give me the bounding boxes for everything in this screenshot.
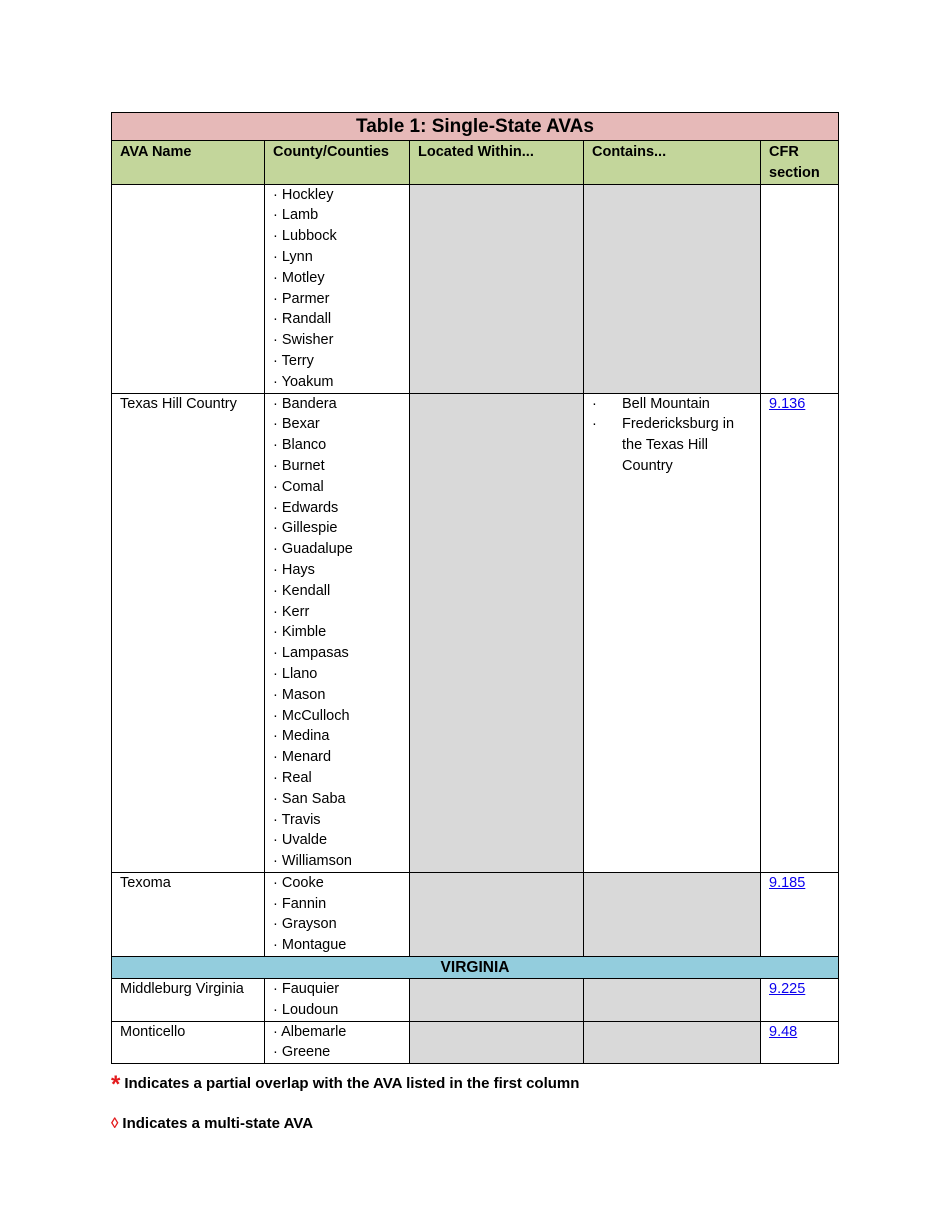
county-name: Albemarle bbox=[281, 1023, 347, 1040]
header-located-within: Located Within... bbox=[410, 141, 584, 185]
bullet-icon: · bbox=[273, 437, 278, 454]
table-row bbox=[112, 393, 839, 872]
cfr-section-link[interactable]: 9.225 bbox=[769, 981, 806, 998]
county-item bbox=[273, 247, 401, 268]
county-name: Randall bbox=[281, 311, 332, 328]
bullet-icon: · bbox=[273, 373, 278, 390]
county-name: Swisher bbox=[281, 332, 334, 349]
virginia-rows bbox=[112, 979, 839, 1064]
bullet-icon: · bbox=[273, 457, 278, 474]
bullet-icon: · bbox=[273, 645, 278, 662]
county-item bbox=[273, 372, 401, 393]
county-name: Gillespie bbox=[281, 520, 338, 537]
bullet-icon: · bbox=[273, 832, 278, 849]
ava-name-cell: Monticello bbox=[112, 1021, 265, 1064]
county-name: Fauquier bbox=[281, 981, 340, 998]
county-item bbox=[273, 768, 401, 789]
bullet-icon: · bbox=[273, 332, 278, 349]
table-row bbox=[112, 872, 839, 956]
bullet-icon: · bbox=[273, 1044, 278, 1061]
county-name: Lynn bbox=[281, 248, 313, 265]
cfr-section-cell bbox=[761, 184, 839, 393]
cfr-section-cell bbox=[761, 1021, 839, 1064]
bullet-icon: · bbox=[273, 937, 278, 954]
bullet-icon: · bbox=[273, 228, 278, 245]
county-name: Real bbox=[281, 769, 312, 786]
bullet-icon: · bbox=[273, 686, 278, 703]
bullet-icon: · bbox=[273, 395, 278, 412]
contains-cell bbox=[584, 1021, 761, 1064]
contained-ava-item bbox=[592, 394, 752, 415]
bullet-icon: · bbox=[273, 582, 278, 599]
county-item bbox=[273, 664, 401, 685]
legend-partial-text: Indicates a partial overlap with the AVA listed in the first column bbox=[124, 1075, 580, 1092]
county-name: Llano bbox=[281, 665, 318, 682]
county-name: Kendall bbox=[281, 582, 331, 599]
county-item bbox=[273, 1022, 401, 1043]
counties-cell bbox=[265, 184, 410, 393]
county-item bbox=[273, 539, 401, 560]
bullet-icon: · bbox=[273, 981, 278, 998]
county-item bbox=[273, 560, 401, 581]
county-name: Williamson bbox=[281, 853, 352, 870]
county-name: Mason bbox=[281, 686, 326, 703]
legend-multistate-text: Indicates a multi-state AVA bbox=[122, 1115, 314, 1132]
cfr-section-link[interactable]: 9.136 bbox=[769, 395, 806, 412]
counties-cell bbox=[265, 393, 410, 872]
county-item bbox=[273, 726, 401, 747]
table-row bbox=[112, 1021, 839, 1064]
county-item bbox=[273, 435, 401, 456]
county-name: Travis bbox=[281, 811, 321, 828]
cfr-section-link[interactable]: 9.185 bbox=[769, 874, 806, 891]
county-name: Edwards bbox=[281, 499, 339, 516]
counties-cell bbox=[265, 872, 410, 956]
county-name: Hays bbox=[281, 561, 315, 578]
bullet-icon: · bbox=[273, 749, 278, 766]
county-item bbox=[273, 456, 401, 477]
county-name: Blanco bbox=[281, 437, 327, 454]
table-title: Table 1: Single-State AVAs bbox=[112, 113, 839, 141]
county-item bbox=[273, 622, 401, 643]
county-item bbox=[273, 873, 401, 894]
located-within-cell bbox=[410, 979, 584, 1022]
county-name: Guadalupe bbox=[281, 541, 353, 558]
county-item bbox=[273, 914, 401, 935]
county-name: Medina bbox=[281, 728, 330, 745]
header-ava-name: AVA Name bbox=[112, 141, 265, 185]
contains-cell bbox=[584, 393, 761, 872]
county-item bbox=[273, 498, 401, 519]
county-name: Loudoun bbox=[281, 1001, 339, 1018]
county-name: Terry bbox=[281, 352, 314, 369]
header-cfr-section: CFR section bbox=[761, 141, 839, 185]
county-item bbox=[273, 747, 401, 768]
bullet-icon: · bbox=[273, 186, 278, 203]
county-name: Grayson bbox=[281, 916, 337, 933]
county-item bbox=[273, 394, 401, 415]
county-name: Bexar bbox=[281, 416, 320, 433]
county-item bbox=[273, 185, 401, 206]
contained-ava-item bbox=[592, 414, 752, 476]
bullet-icon: · bbox=[273, 499, 278, 516]
county-item bbox=[273, 268, 401, 289]
county-item bbox=[273, 643, 401, 664]
cfr-section-link[interactable]: 9.48 bbox=[769, 1023, 798, 1040]
located-within-cell bbox=[410, 872, 584, 956]
county-item bbox=[273, 935, 401, 956]
county-item bbox=[273, 351, 401, 372]
bullet-icon: · bbox=[273, 1001, 278, 1018]
located-within-cell bbox=[410, 184, 584, 393]
bullet-icon: · bbox=[273, 769, 278, 786]
county-item bbox=[273, 477, 401, 498]
diamond-icon: ◊ bbox=[111, 1115, 119, 1132]
county-name: Hockley bbox=[281, 186, 334, 203]
county-item bbox=[273, 851, 401, 872]
cfr-section-cell bbox=[761, 393, 839, 872]
contained-ava-name: Bell Mountain bbox=[622, 395, 710, 412]
header-counties: County/Counties bbox=[265, 141, 410, 185]
bullet-icon: · bbox=[273, 311, 278, 328]
bullet-icon: · bbox=[592, 416, 597, 433]
county-name: Comal bbox=[281, 478, 324, 495]
located-within-cell bbox=[410, 1021, 584, 1064]
ava-name-cell bbox=[112, 184, 265, 393]
county-item bbox=[273, 1000, 401, 1021]
county-item bbox=[273, 309, 401, 330]
county-item bbox=[273, 330, 401, 351]
county-item bbox=[273, 414, 401, 435]
county-name: Motley bbox=[281, 269, 325, 286]
county-item bbox=[273, 518, 401, 539]
county-name: Uvalde bbox=[281, 832, 328, 849]
contains-cell bbox=[584, 979, 761, 1022]
county-name: Kerr bbox=[281, 603, 310, 620]
bullet-icon: · bbox=[273, 561, 278, 578]
bullet-icon: · bbox=[273, 624, 278, 641]
county-item bbox=[273, 1042, 401, 1063]
county-item bbox=[273, 685, 401, 706]
county-name: Cooke bbox=[281, 874, 324, 891]
county-item bbox=[273, 979, 401, 1000]
bullet-icon: · bbox=[273, 707, 278, 724]
asterisk-icon: * bbox=[111, 1071, 121, 1098]
county-name: San Saba bbox=[281, 790, 346, 807]
county-name: McCulloch bbox=[281, 707, 350, 724]
bullet-icon: · bbox=[273, 520, 278, 537]
texas-rows bbox=[112, 184, 839, 956]
legend-multi-state bbox=[111, 1115, 313, 1132]
contains-cell bbox=[584, 184, 761, 393]
bullet-icon: · bbox=[273, 603, 278, 620]
county-item bbox=[273, 830, 401, 851]
ava-name-cell: Middleburg Virginia bbox=[112, 979, 265, 1022]
counties-cell bbox=[265, 979, 410, 1022]
header-contains: Contains... bbox=[584, 141, 761, 185]
ava-table bbox=[111, 112, 839, 1064]
counties-cell bbox=[265, 1021, 410, 1064]
bullet-icon: · bbox=[273, 207, 278, 224]
county-name: Burnet bbox=[281, 457, 325, 474]
county-item bbox=[273, 810, 401, 831]
bullet-icon: · bbox=[273, 874, 278, 891]
bullet-icon: · bbox=[273, 416, 278, 433]
county-name: Montague bbox=[281, 937, 347, 954]
bullet-icon: · bbox=[273, 269, 278, 286]
ava-name-cell: Texas Hill Country bbox=[112, 393, 265, 872]
bullet-icon: · bbox=[273, 478, 278, 495]
bullet-icon: · bbox=[273, 895, 278, 912]
bullet-icon: · bbox=[273, 811, 278, 828]
state-section-header: VIRGINIA bbox=[112, 957, 839, 979]
bullet-icon: · bbox=[273, 665, 278, 682]
county-name: Lubbock bbox=[281, 228, 337, 245]
county-item bbox=[273, 226, 401, 247]
bullet-icon: · bbox=[273, 290, 278, 307]
contains-cell bbox=[584, 872, 761, 956]
county-name: Lamb bbox=[281, 207, 319, 224]
table-row bbox=[112, 184, 839, 393]
county-item bbox=[273, 581, 401, 602]
cfr-section-cell bbox=[761, 979, 839, 1022]
county-item bbox=[273, 205, 401, 226]
county-name: Lampasas bbox=[281, 645, 349, 662]
bullet-icon: · bbox=[273, 790, 278, 807]
county-item bbox=[273, 894, 401, 915]
county-name: Bandera bbox=[281, 395, 337, 412]
ava-name-cell: Texoma bbox=[112, 872, 265, 956]
bullet-icon: · bbox=[273, 352, 278, 369]
bullet-icon: · bbox=[273, 1023, 278, 1040]
bullet-icon: · bbox=[273, 916, 278, 933]
county-name: Greene bbox=[281, 1044, 331, 1061]
bullet-icon: · bbox=[273, 853, 278, 870]
county-name: Kimble bbox=[281, 624, 327, 641]
county-name: Fannin bbox=[281, 895, 327, 912]
cfr-section-cell bbox=[761, 872, 839, 956]
county-item bbox=[273, 602, 401, 623]
legend-partial-overlap bbox=[111, 1071, 579, 1099]
county-item bbox=[273, 789, 401, 810]
contained-ava-name: Fredericksburg in the Texas Hill Country bbox=[622, 416, 735, 474]
bullet-icon: · bbox=[273, 541, 278, 558]
located-within-cell bbox=[410, 393, 584, 872]
county-item bbox=[273, 289, 401, 310]
county-name: Yoakum bbox=[281, 373, 334, 390]
county-name: Menard bbox=[281, 749, 332, 766]
bullet-icon: · bbox=[273, 728, 278, 745]
county-item bbox=[273, 706, 401, 727]
bullet-icon: · bbox=[273, 248, 278, 265]
county-name: Parmer bbox=[281, 290, 330, 307]
bullet-icon: · bbox=[592, 395, 597, 412]
table-row bbox=[112, 979, 839, 1022]
